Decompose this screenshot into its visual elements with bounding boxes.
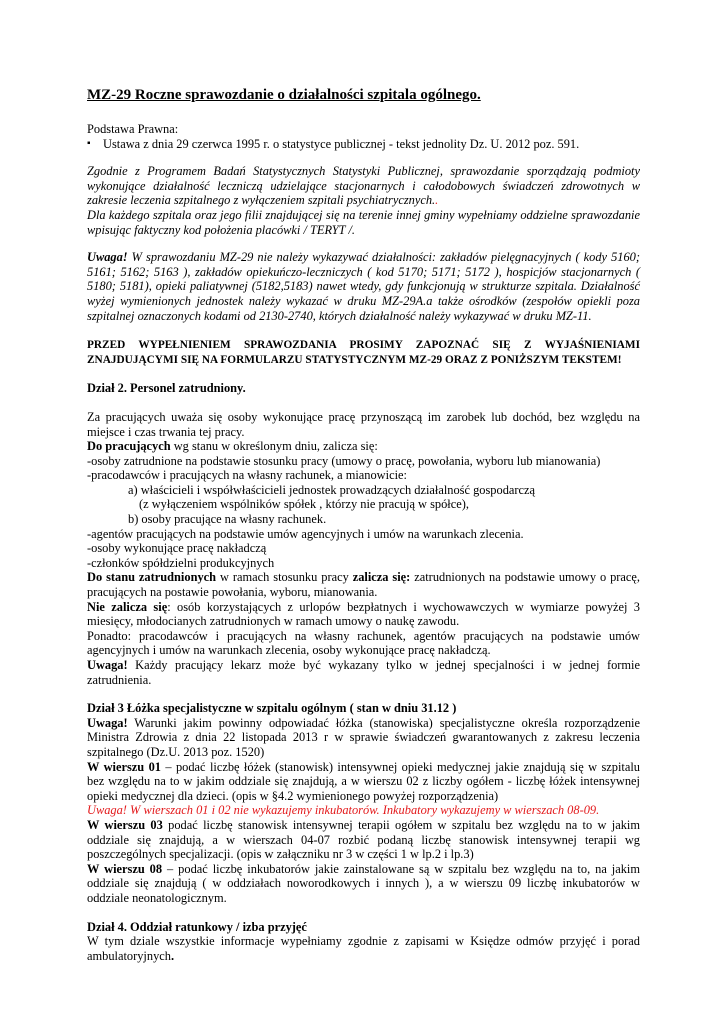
document-page (87, 86, 640, 963)
section-2-line-6: -agentów pracujących na podstawie umów agencyjnych i umów na warunkach zlecenia. (87, 526, 524, 541)
section-3-uwaga-label: Uwaga! (87, 715, 128, 730)
caps-notice: PRZED WYPEŁNIENIEM SPRAWOZDANIA PROSIMY ZAPOZNAĆ SIĘ Z WYJAŚNIENIAMI ZNAJDUJĄCYMI SIĘ NA FORMULARZU STATYSTYCZNYM MZ-29 ORAZ Z PONIŻSZYM TEKSTEM! (87, 339, 640, 366)
section-3-uwaga-text: Warunki jakim powinny odpowiadać łóżka (stanowiska) specjalistyczne określa rozporządzenie Ministra Zdrowia z dnia 22 listopada 2013 r w sprawie świadczeń gwarantowanych z zakresu leczenia szpitalnego (Dz.U. 2013 poz. 1520) (87, 715, 640, 759)
row-08-text: – podać liczbę inkubatorów jakie zainstalowane są w szpitalu bez względu na to, na jakim oddziale się znajdują ( w oddziałach noworodkowych i innych ), a w wierszu 09 liczbę inkubatorów w oddziale neonatologicznym. (87, 861, 640, 905)
section-3-heading: Dział 3 Łóżka specjalistyczne w szpitalu ogólnym ( stan w dniu 31.12 ) (87, 701, 457, 716)
section-2-line-8: -członków spółdzielni produkcyjnych (87, 555, 275, 570)
section-4-end: . (170, 948, 175, 963)
nie-zalicza-label: Nie zalicza się (87, 599, 168, 614)
row-08-label: W wierszu 08 (87, 861, 163, 876)
section-2-do-stanu (87, 570, 640, 599)
do-stanu-mid: w ramach stosunku pracy (216, 570, 353, 585)
warning-paragraph (87, 250, 640, 323)
do-stanu-text: zatrudnionych na podstawie umowy o pracę, pracujących na postawie powołania, wyboru, mianowania. (87, 570, 641, 600)
intro-p1-text: Zgodnie z Programem Badań Statystycznych Statystyki Publicznej, sprawozdanie sporządzają podmioty wykonujące działalność leczniczą udzielające stacjonarnych i całodobowych świadczeń zdrowotnych w zakresie leczenia szpitalnego z wyłączeniem szpitali psychiatrycznych. (87, 164, 640, 208)
section-2-line-7: -osoby wykonujące pracę nakładczą (87, 541, 267, 556)
section-2-do-pracujacych (87, 439, 640, 454)
warning-label: Uwaga! (87, 250, 128, 265)
intro-p1-end: . (435, 193, 439, 208)
section-2-nie-zalicza (87, 600, 640, 629)
section-2-line-4: (z wyłączeniem wspólników spółek , którzy nie pracują w spółce), (139, 497, 469, 512)
section-2-heading: Dział 2. Personel zatrudniony. (87, 381, 246, 396)
section-4-text (87, 934, 640, 963)
section-2-ponadto: Ponadto: pracodawców i pracujących na własny rachunek, agentów pracujących na podstawie umów agencyjnych i umów na warunkach zlecenia, osoby wykonujące pracę nakładczą. (87, 628, 640, 658)
section-3-red-note: Uwaga! W wierszach 01 i 02 nie wykazujemy inkubatorów. Inkubatory wykazujemy w wierszach 08-09. (87, 803, 600, 818)
section-2-line-1: -osoby zatrudnione na podstawie stosunku pracy (umowy o pracę, powołania, wyboru lub mianowania) (87, 453, 601, 468)
do-stanu-label: Do stanu zatrudnionych (87, 570, 217, 585)
section-2-paragraph-1: Za pracujących uważa się osoby wykonujące pracę przynoszącą im zarobek lub dochód, bez względu na miejsce i czas trwania tej pracy. (87, 409, 640, 439)
document-title: MZ-29 Roczne sprawozdanie o działalności szpitala ogólnego. (87, 87, 481, 103)
row-03-label: W wierszu 03 (87, 817, 163, 832)
section-2-uwaga-label: Uwaga! (87, 658, 128, 672)
square-bullet-icon: ▪ (87, 137, 91, 149)
section-2-uwaga-text: Każdy pracujący lekarz może być wykazany tylko w jednej specjalności i w jednej formie zatrudnienia. (87, 658, 640, 687)
warning-text: W sprawozdaniu MZ-29 nie należy wykazywać działalności: zakładów pielęgnacyjnych ( kody 5160; 5161; 5162; 5163 ), zakładów opiekuńczo-leczniczych ( kod 5170; 5171; 5172 ), hospicjów stacjonarnych ( 5180; 5181), opieki paliatywnej (5182,5183) nawet wtedy, gdy funkcjonują w strukturze szpitala. Działalność wyżej wymienionych jednostek należy wykazać w druku MZ-29A.a także ośrodków (zespołów opiekli poza szpitalnej oznaczonych kodami od 2130-2740, których działalność należy wykazywać w druku MZ-11. (87, 250, 640, 323)
section-2-uwaga (87, 658, 640, 687)
nie-zalicza-text: : osób korzystających z urlopów bezpłatnych i wychowawczych w wymiarze powyżej 3 miesięcy, młodocianych zatrudnionych w ramach umowy o naukę zawodu. (87, 599, 640, 629)
section-2-line-2: -pracodawców i pracujących na własny rachunek, a mianowicie: (87, 468, 407, 483)
legal-basis-text: Ustawa z dnia 29 czerwca 1995 r. o statystyce publicznej - tekst jednolity Dz. U. 2012 poz. 591. (103, 136, 580, 151)
section-3-row-08 (87, 862, 640, 906)
section-3-uwaga (87, 716, 640, 760)
row-01-text: – podać liczbę łóżek (stanowisk) intensywnej opieki medycznej jakie znajdują się w szpitalu bez względu na to w jakim oddziale się znajdują, a w wierszu 02 z liczby ogółem - liczbę łóżek intensywnej opieki medycznej dla dzieci. (opis w §4.2 wymienionego powyżej rozporządzenia) (87, 759, 640, 803)
row-03-text: podać liczbę stanowisk intensywnej terapii ogółem w szpitalu bez względu na to w jakim oddziale się znajdują, a w wierszach 04-07 rozbić podaną liczbę stanowisk intensywnej terapii wg poszczególnych specjalizacji. (opis w załączniku nr 3 w części 1 w lp.2 i lp.3) (87, 817, 640, 862)
legal-basis-list (87, 137, 640, 152)
do-pracujacych-text: wg stanu w określonym dniu, zalicza się: (170, 439, 378, 454)
legal-basis-label: Podstawa Prawna: (87, 122, 179, 136)
intro-paragraph-2: Dla każdego szpitala oraz jego filii znajdującej się na terenie innej gminy wypełniamy oddzielne sprawozdanie wpisując faktyczny kod położenia placówki / TERYT /. (87, 207, 640, 237)
section-3-row-03 (87, 818, 640, 862)
do-pracujacych-label: Do pracujących (87, 439, 171, 454)
legal-basis-item (87, 137, 640, 152)
intro-paragraph-1 (87, 164, 640, 208)
section-2-line-3: a) właścicieli i współwłaścicieli jednostek prowadzących działalność gospodarczą (128, 482, 536, 497)
zalicza-label: zalicza się: (352, 570, 411, 585)
section-4-heading: Dział 4. Oddział ratunkowy / izba przyjęć (87, 919, 307, 934)
section-2-line-5: b) osoby pracujące na własny rachunek. (128, 512, 327, 527)
section-4-body: W tym dziale wszystkie informacje wypełniamy zgodnie z zapisami w Księdze odmów przyjęć i porad ambulatoryjnych (87, 934, 640, 963)
row-01-label: W wierszu 01 (87, 759, 161, 774)
section-3-row-01 (87, 760, 640, 804)
